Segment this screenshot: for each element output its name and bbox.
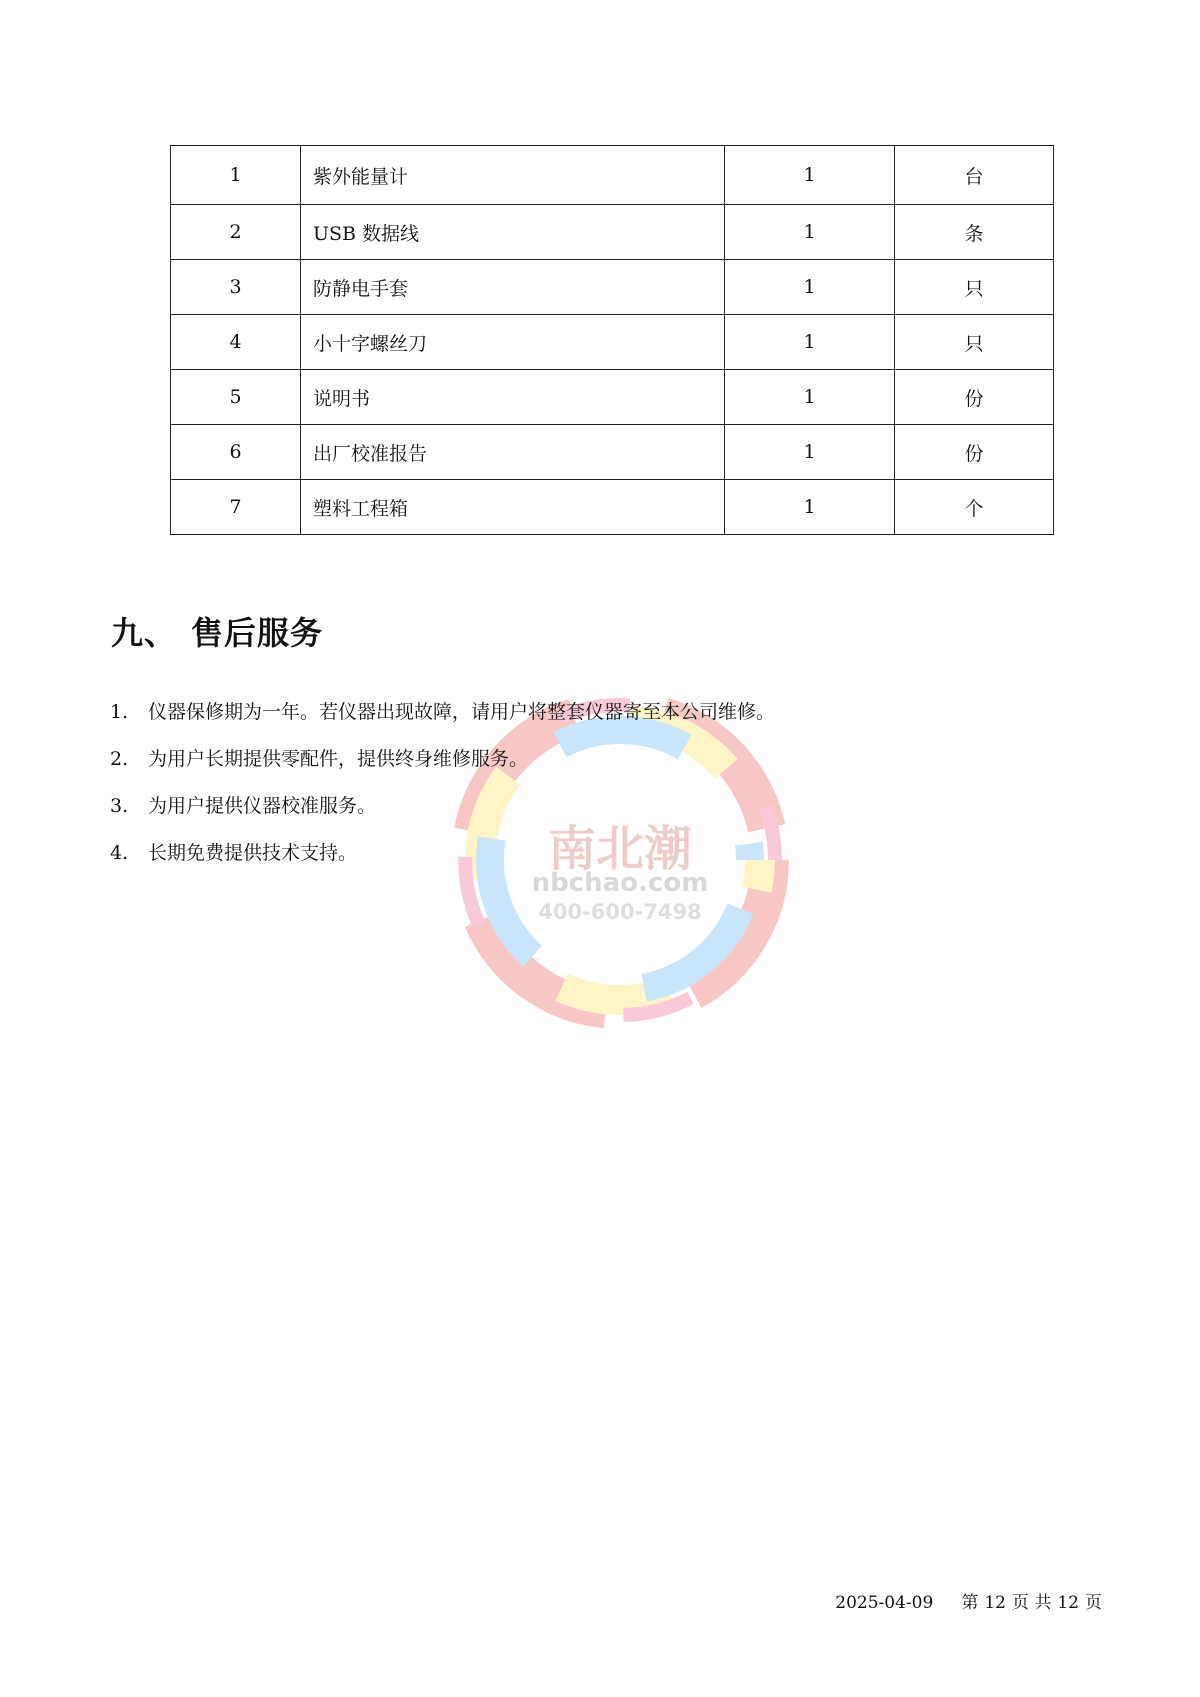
list-item <box>110 696 775 743</box>
row-name: 紫外能量计 <box>301 146 725 205</box>
table-row <box>171 370 1054 425</box>
footer-page-total: 12 <box>1057 1593 1079 1613</box>
row-name: 说明书 <box>301 370 725 425</box>
row-qty: 1 <box>725 425 895 480</box>
row-index: 4 <box>171 315 301 370</box>
list-item <box>110 837 775 884</box>
watermark-name: 南北潮 <box>547 821 692 877</box>
row-index: 6 <box>171 425 301 480</box>
row-qty: 1 <box>725 260 895 315</box>
service-list <box>110 696 775 884</box>
list-item-text: 长期免费提供技术支持。 <box>148 842 358 864</box>
row-index: 2 <box>171 205 301 260</box>
row-unit: 个 <box>895 480 1054 535</box>
row-qty: 1 <box>725 480 895 535</box>
footer-page-suffix: 页 <box>1085 1593 1102 1613</box>
parts-table <box>170 145 1054 535</box>
footer-date: 2025-04-09 <box>835 1593 934 1613</box>
row-unit: 只 <box>895 315 1054 370</box>
section-number: 九、 <box>111 614 178 652</box>
page-footer <box>835 1588 1102 1613</box>
row-unit: 只 <box>895 260 1054 315</box>
row-name: 防静电手套 <box>301 260 725 315</box>
row-qty: 1 <box>725 315 895 370</box>
list-item-text: 为用户提供仪器校准服务。 <box>148 795 377 817</box>
list-item-number: 2. <box>110 748 129 770</box>
section-title: 售后服务 <box>191 614 324 652</box>
watermark-phone: 400-600-7498 <box>538 900 702 924</box>
row-qty: 1 <box>725 205 895 260</box>
list-item <box>110 790 775 837</box>
row-name: 塑料工程箱 <box>301 480 725 535</box>
list-item-number: 3. <box>110 795 129 817</box>
footer-page-prefix: 第 <box>961 1593 979 1613</box>
row-index: 3 <box>171 260 301 315</box>
list-item-text: 仪器保修期为一年。若仪器出现故障，请用户将整套仪器寄至本公司维修。 <box>148 701 776 723</box>
table-row <box>171 480 1054 535</box>
list-item <box>110 743 775 790</box>
row-name: 出厂校准报告 <box>301 425 725 480</box>
section-heading <box>111 608 323 654</box>
watermark-url: nbchao.com <box>531 868 709 898</box>
row-name: USB 数据线 <box>301 205 725 260</box>
table-row <box>171 146 1054 205</box>
table-row <box>171 205 1054 260</box>
row-unit: 份 <box>895 425 1054 480</box>
list-item-number: 1. <box>110 701 129 723</box>
table-row <box>171 315 1054 370</box>
row-unit: 条 <box>895 205 1054 260</box>
table-row <box>171 260 1054 315</box>
row-unit: 份 <box>895 370 1054 425</box>
row-index: 1 <box>171 146 301 205</box>
row-qty: 1 <box>725 146 895 205</box>
list-item-text: 为用户长期提供零配件，提供终身维修服务。 <box>148 748 529 770</box>
row-index: 7 <box>171 480 301 535</box>
table-row <box>171 425 1054 480</box>
footer-page-mid: 页 共 <box>1011 1593 1052 1613</box>
row-name: 小十字螺丝刀 <box>301 315 725 370</box>
row-unit: 台 <box>895 146 1054 205</box>
list-item-number: 4. <box>110 842 129 864</box>
row-index: 5 <box>171 370 301 425</box>
footer-page-current: 12 <box>984 1593 1006 1613</box>
row-qty: 1 <box>725 370 895 425</box>
